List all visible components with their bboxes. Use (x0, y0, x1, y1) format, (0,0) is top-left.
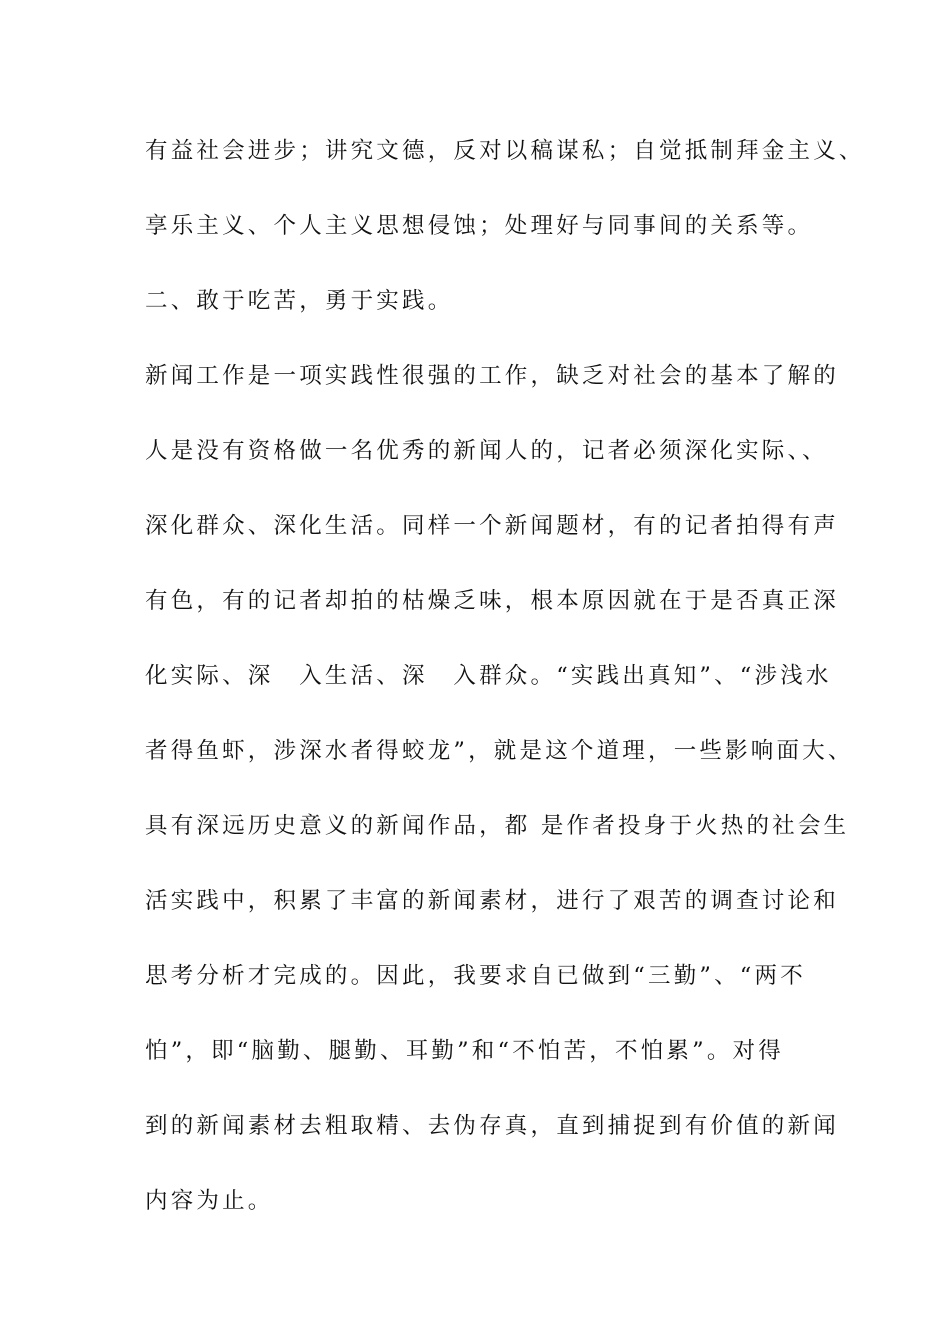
text-line: 享乐主义、个人主义思想侵蚀；处理好与同事间的关系等。 (145, 213, 814, 239)
text-line: 内容为止。 (145, 1188, 274, 1214)
section-heading: 二、敢于吃苦，勇于实践。 (145, 288, 454, 314)
text-line: 活实践中，积累了丰富的新闻素材，进行了艰苦的调查讨论和 (145, 888, 839, 914)
text-line: 怕”，即“脑勤、腿勤、耳勤”和“不怕苦，不怕累”。对得 (145, 1038, 784, 1064)
text-line: 思考分析才完成的。因此，我要求自已做到“三勤”、“两不 (145, 963, 806, 989)
text-line: 到的新闻素材去粗取精、去伪存真，直到捕捉到有价值的新闻 (145, 1113, 839, 1139)
text-line: 化实际、深 入生活、深 入群众。“实践出真知”、“涉浅水 (145, 663, 832, 689)
text-line: 新闻工作是一项实践性很强的工作，缺乏对社会的基本了解的 (145, 363, 839, 389)
text-line: 人是没有资格做一名优秀的新闻人的，记者必须深化实际、、 (145, 438, 828, 464)
text-line: 深化群众、深化生活。同样一个新闻题材，有的记者拍得有声 (145, 513, 839, 539)
text-line: 有益社会进步；讲究文德，反对以稿谋私；自觉抵制拜金主义、 (145, 138, 865, 164)
text-line: 具有深远历史意义的新闻作品，都 是作者投身于火热的社会生 (145, 813, 850, 839)
text-line: 有色，有的记者却拍的枯燥乏味，根本原因就在于是否真正深 (145, 588, 839, 614)
text-line: 者得鱼虾，涉深水者得蛟龙”，就是这个道理，一些影响面大、 (145, 738, 854, 764)
